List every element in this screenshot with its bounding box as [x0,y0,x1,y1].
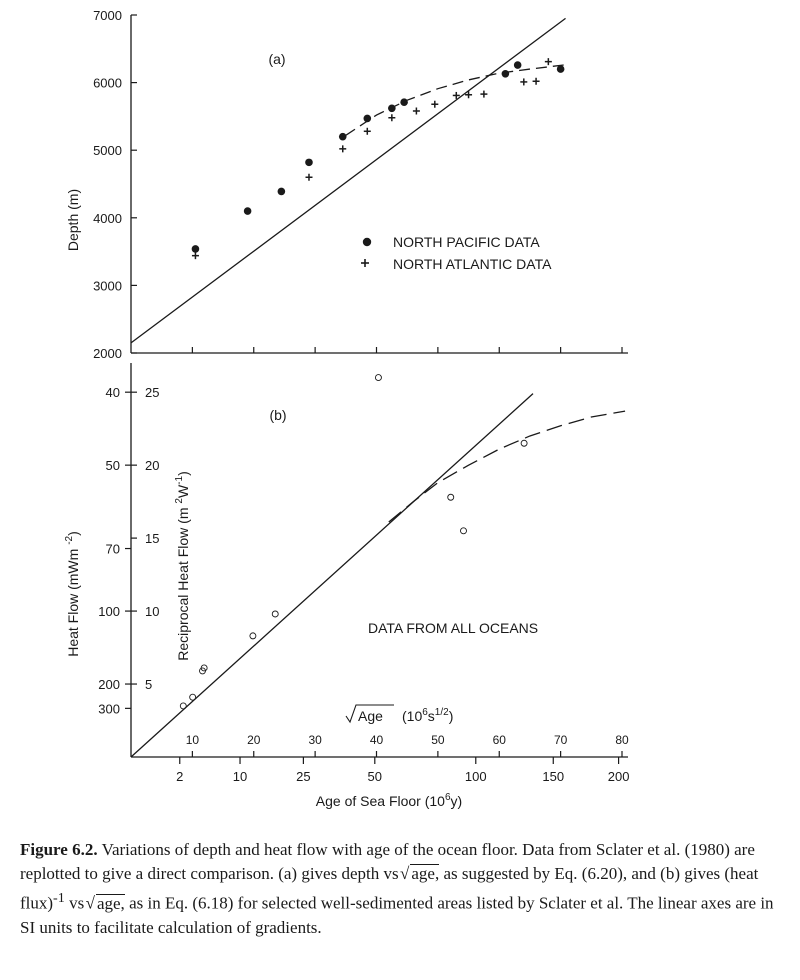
sqrt-age-tick-label-60: 60 [492,733,506,747]
reciprocal-axis-label-text: Reciprocal Heat Flow (m [175,507,191,661]
age-axis-label: Age of Sea Floor $(10^6y)$ [315,792,463,809]
legend-atlantic-marker [361,259,369,267]
reciprocal-tick-label-20: 20 [145,458,160,474]
panel-a-label: (a) [268,51,286,67]
heat-flow-tick-label-200: 200 [98,677,120,693]
ocean-point-5 [272,611,278,617]
depth-fit-line [131,18,566,342]
sqrt-age-tick-label-10: 10 [185,733,200,747]
figure-caption: Figure 6.2. Variations of depth and heat flow with age of the ocean floor. Data from Sclater et al. (1980) are replotted to give a direct comparison. (a) gives depth vs √ age, as suggested by Eq. (6.20), and (b) gives (heat flux)$^{-1}$ vs √ age, as in Eq. (6.18) for selected well-sedimented areas listed by Sclater et al. The linear axes are in SI units to facilitate calculation of gradients. [20,840,774,937]
sqrt-age-tick-label-70: 70 [553,733,568,747]
atlantic-point-11 [533,78,540,85]
reciprocal-unit-part-2: -1 [174,475,185,485]
atlantic-point-10 [520,78,527,85]
age-tick-label-25: 25 [296,769,311,784]
heat-flow-unit-superscript: -2 [64,535,75,545]
atlantic-point-3 [364,128,371,135]
reciprocal-unit-part-3: ) [175,471,191,476]
depth-fit-lines [131,18,566,342]
age-tick-label-10: 10 [232,769,248,784]
legend-pacific-marker [363,238,371,246]
pacific-point-6 [388,104,396,112]
heat-flow-panel [64,363,629,809]
pacific-point-8 [502,70,510,78]
reciprocal-tick-label-10: 10 [145,604,160,620]
caption-line5: to facilitate calculation of gradients. [76,917,322,937]
heat-flow-unit-close: ) [65,531,81,536]
panel-b-label: (b) [269,407,287,423]
caption-line3a: as suggested by Eq. (6.20), and (b) gives (heat flux) [20,864,759,913]
depth-x-tick-group [192,347,622,353]
reciprocal-unit-part-1: W [175,484,191,499]
reciprocal-axis-label [174,471,191,661]
heat-flow-tick-group [98,385,159,716]
pacific-point-2 [278,188,286,196]
sqrt-age-tick-group [186,733,629,757]
heat-flow-fit-line [131,394,533,757]
depth-tick-label-2000: 2000 [93,346,122,361]
heat-flow-tick-label-300: 300 [98,701,120,717]
heat-flow-axis-label [64,531,81,657]
caption-line3c: as in Eq. (6.18) for [124,893,258,913]
pacific-point-3 [305,159,313,167]
reciprocal-tick-label-5: 5 [145,677,153,693]
age-tick-label-200: 200 [607,769,630,784]
sqrt-age-tick-label-20: 20 [247,733,261,747]
sqrt-age-tick-label-80: 80 [615,733,629,747]
ocean-point-6 [375,375,381,381]
ocean-point-9 [521,440,527,446]
heat-flow-axis-label-text: Heat Flow (mWm [65,548,81,657]
legend-pacific-label: NORTH PACIFIC DATA [393,234,540,250]
atlantic-point-2 [339,145,346,152]
atlantic-point-5 [413,107,420,114]
depth-tick-label-7000: 7000 [93,8,122,23]
reciprocal-tick-label-15: 15 [145,531,160,547]
ocean-point-7 [448,494,454,500]
age-tick-label-100: 100 [464,769,487,784]
all-oceans-label: DATA FROM ALL OCEANS [368,620,539,636]
heat-flow-tick-label-50: 50 [105,458,120,474]
depth-tick-label-4000: 4000 [93,210,122,226]
pacific-point-0 [192,245,200,253]
age-tick-label-150: 150 [542,769,565,784]
atlantic-point-9 [480,91,487,98]
ocean-point-1 [190,694,196,700]
depth-tick-label-3000: 3000 [93,278,122,294]
depth-panel [65,8,628,361]
heat-flow-tick-label-70: 70 [105,541,120,557]
atlantic-point-12 [545,58,552,65]
depth-axis-label: Depth (m) [65,188,81,252]
pacific-point-1 [244,207,252,215]
pacific-point-5 [363,115,371,123]
heat-flow-tick-label-100: 100 [98,604,120,620]
depth-tick-label-5000: 5000 [93,143,122,159]
pacific-point-10 [557,65,565,73]
atlantic-point-4 [388,114,395,121]
ocean-point-4 [250,633,256,639]
heat-flow-tick-label-40: 40 [105,385,120,401]
heat-flow-fit-lines [131,394,625,757]
caption-line2: Sclater et al. (1980) are replotted to give a direct comparison. (a) gives depth vs [20,840,755,883]
sqrt-age-tick-label-30: 30 [308,733,322,747]
sqrt-axis-unit: $(10^6s^{1/2})$ [402,707,454,724]
atlantic-point-6 [431,101,438,108]
heat-flow-cooling-curve [389,411,625,522]
caption-sqrt-age-1: age, [411,864,440,883]
heat-flow-points [180,375,527,709]
caption-sqrt-age-2: age, [96,893,125,913]
caption-superscript: -1 [53,890,65,906]
depth-cooling-curve [346,65,564,135]
pacific-point-9 [514,61,522,69]
reciprocal-tick-label-25: 25 [145,385,160,401]
caption-label: Figure 6.2. [20,840,98,859]
ocean-point-0 [180,703,186,709]
caption-line4: selected well-sedimented areas listed by Sclater et al. The linear axes are in SI units [20,893,774,937]
atlantic-point-0 [192,252,199,259]
age-tick-label-2: 2 [176,769,184,784]
age-tick-group [176,757,629,784]
sqrt-age-axis-title [346,705,453,724]
sqrt-axis-word: Age [358,708,383,724]
pacific-point-7 [400,98,408,106]
atlantic-point-1 [305,174,312,181]
caption-line1: Variations of depth and heat flow with age of the ocean floor. Data from [101,840,592,859]
sqrt-age-tick-label-40: 40 [369,733,384,747]
pacific-point-4 [339,133,347,141]
legend-atlantic-label: NORTH ATLANTIC DATA [393,256,552,272]
ocean-point-8 [460,528,466,534]
age-tick-label-50: 50 [367,769,383,784]
reciprocal-unit-part-0: 2 [174,498,185,504]
caption-line3b: vs [64,893,85,913]
depth-tick-label-6000: 6000 [93,75,122,91]
sqrt-age-tick-label-50: 50 [431,733,445,747]
